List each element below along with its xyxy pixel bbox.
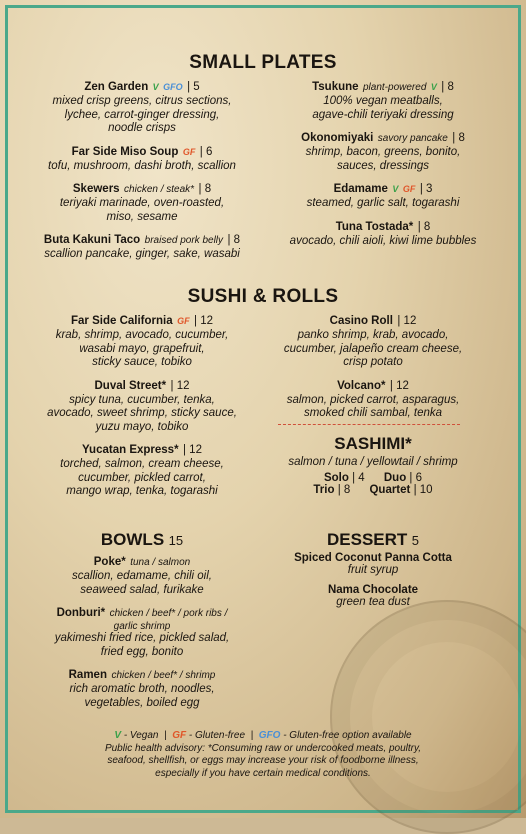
desc-line: noodle crisps <box>108 122 176 134</box>
size-name: Quartet <box>369 483 411 496</box>
item-description <box>268 95 498 122</box>
sashimi-divider <box>278 424 460 425</box>
sashimi-fish-list: salmon / tuna / yellowtail / shrimp <box>288 456 458 468</box>
small-plates-heading: SMALL PLATES <box>189 52 337 73</box>
desc-line: mango wrap, tenka, togarashi <box>66 485 218 497</box>
sushi-left-column <box>22 311 262 505</box>
item-description <box>22 95 262 136</box>
item-name: Ramen <box>68 669 107 681</box>
item-description <box>22 632 262 659</box>
size-name: Duo <box>383 471 407 484</box>
size-price: | 8 <box>337 483 351 496</box>
desc-line: sauces, dressings <box>336 159 430 172</box>
health-advisory <box>40 743 486 781</box>
desc-line: yakimeshi fried rice, pickled salad, <box>54 632 230 644</box>
item-description <box>22 197 262 224</box>
menu-item <box>268 311 478 370</box>
size-price: | 4 <box>352 471 365 484</box>
legend-text: - Gluten-free <box>188 730 246 741</box>
item-variant: savory pancake <box>377 133 448 144</box>
footer <box>40 730 486 780</box>
item-variant: chicken / steak* <box>124 184 195 195</box>
legend-separator: | <box>250 730 254 741</box>
desc-line: cucumber, jalapeño cream cheese, <box>283 342 463 355</box>
item-price: | 8 <box>452 132 465 144</box>
legend-text: - Vegan <box>123 730 159 741</box>
desc-line: vegetables, boiled egg <box>84 696 200 709</box>
item-description <box>22 570 262 597</box>
item-name: Buta Kakuni Taco <box>43 234 141 246</box>
item-description <box>22 329 262 370</box>
size-name: Trio <box>313 483 335 496</box>
item-description <box>268 197 498 211</box>
sushi-right-column <box>268 311 478 427</box>
desc-line: steamed, garlic salt, togarashi <box>306 197 460 209</box>
menu-item <box>268 77 498 122</box>
vegan-tag: V <box>114 730 122 741</box>
desc-line: spicy tuna, cucumber, tenka, <box>69 393 215 406</box>
item-name: Duval Street* <box>94 379 167 392</box>
menu-item <box>268 376 478 421</box>
small-plates-right-column <box>268 77 498 254</box>
vegan-tag: V <box>392 184 399 194</box>
size-name: Solo <box>323 471 349 484</box>
item-name: Nama Chocolate <box>327 583 419 596</box>
desc-line: panko shrimp, krab, avocado, <box>297 329 449 341</box>
dessert-header <box>268 530 478 550</box>
item-description <box>22 394 262 435</box>
item-price: | 12 <box>397 315 417 327</box>
item-description <box>22 458 262 499</box>
item-name: Okonomiyaki <box>301 132 374 144</box>
item-name: Donburi* <box>56 607 106 619</box>
menu-item <box>268 179 498 211</box>
item-variant: braised pork belly <box>144 235 224 246</box>
item-price: | 5 <box>187 81 200 93</box>
item-price: | 12 <box>389 379 409 392</box>
bowls-heading: BOWLS <box>100 530 165 549</box>
item-description: green tea dust <box>336 595 410 608</box>
sushi-rolls-heading: SUSHI & ROLLS <box>187 286 339 307</box>
item-description <box>22 248 262 262</box>
desc-line: scallion pancake, ginger, sake, wasabi <box>44 248 240 260</box>
menu-item <box>268 128 498 173</box>
menu-item <box>22 552 262 597</box>
advisory-line: especially if you have certain medical conditions. <box>155 767 371 779</box>
item-variant: chicken / beef* / pork ribs / <box>109 608 228 619</box>
desc-line: sticky sauce, tobiko <box>92 356 192 368</box>
menu-item <box>22 142 262 174</box>
desc-line: wasabi mayo, grapefruit, <box>79 342 205 355</box>
sashimi-section <box>268 434 478 496</box>
item-variant: chicken / beef* / shrimp <box>111 670 216 681</box>
menu-item <box>22 230 262 262</box>
item-description <box>268 146 498 173</box>
desc-line: tofu, mushroom, dashi broth, scallion <box>48 159 236 172</box>
item-description <box>268 394 478 421</box>
item-name: Spiced Coconut Panna Cotta <box>294 552 452 564</box>
desc-line: smoked chili sambal, tenka <box>303 407 443 419</box>
desc-line: krab, shrimp, avocado, cucumber, <box>55 329 229 341</box>
item-variant: plant-powered <box>363 82 427 93</box>
sashimi-sizes-row-2 <box>268 484 478 496</box>
size-price: | 10 <box>413 483 433 496</box>
sashimi-sizes-row-1 <box>268 472 478 484</box>
menu-item <box>268 217 498 249</box>
item-name: Yucatan Express* <box>82 444 179 456</box>
dessert-price: 5 <box>411 533 419 548</box>
item-description <box>268 235 498 249</box>
menu-item <box>22 376 262 435</box>
menu-item <box>22 440 262 499</box>
desc-line: rich aromatic broth, noodles, <box>69 683 215 695</box>
item-name: Casino Roll <box>329 315 393 327</box>
item-description: fruit syrup <box>347 564 399 576</box>
desc-line: teriyaki marinade, oven-roasted, <box>59 197 225 209</box>
desc-line: seaweed salad, furikake <box>80 583 204 596</box>
desc-line: miso, sesame <box>106 210 178 223</box>
size-price: | 6 <box>409 471 422 484</box>
desc-line: agave-chili teriyaki dressing <box>312 108 454 121</box>
menu-item <box>22 311 262 370</box>
item-price: | 8 <box>198 183 212 195</box>
desc-line: salmon, picked carrot, asparagus, <box>286 393 460 406</box>
item-price: | 6 <box>199 145 213 158</box>
bowls-section <box>22 530 262 716</box>
item-variant-cont: garlic shrimp <box>113 621 171 632</box>
item-price: | 8 <box>417 220 431 233</box>
bowls-header <box>22 530 262 550</box>
sashimi-heading: SASHIMI* <box>334 434 412 453</box>
desc-line: yuzu mayo, tobiko <box>95 420 189 433</box>
menu-item <box>268 552 478 578</box>
advisory-line: seafood, shellfish, or eggs may increase your risk of foodborne illness, <box>107 755 419 766</box>
dietary-legend <box>40 730 486 743</box>
menu-item <box>22 665 262 710</box>
desc-line: torched, salmon, cream cheese, <box>60 458 224 470</box>
vegan-tag: V <box>430 82 437 92</box>
item-description <box>22 683 262 710</box>
item-description <box>22 160 262 174</box>
desc-line: cucumber, pickled carrot, <box>78 471 206 484</box>
dessert-heading: DESSERT <box>327 530 408 549</box>
gluten-free-option-tag: GFO <box>258 730 281 741</box>
item-name: Volcano* <box>337 379 386 392</box>
desc-line: mixed crisp greens, citrus sections, <box>52 95 232 107</box>
legend-separator: | <box>164 730 167 741</box>
menu-item <box>22 603 262 659</box>
bowls-price: 15 <box>168 533 184 548</box>
item-description <box>268 329 478 370</box>
item-name: Far Side Miso Soup <box>71 145 179 158</box>
dessert-section <box>268 530 478 615</box>
legend-text: - Gluten-free option available <box>283 730 412 741</box>
menu-item <box>22 77 262 136</box>
item-price: | 3 <box>419 183 433 195</box>
item-price: | 8 <box>227 234 241 246</box>
item-variant: tuna / salmon <box>130 557 191 568</box>
desc-line: shrimp, bacon, greens, bonito, <box>305 146 461 158</box>
item-name: Poke* <box>93 556 126 568</box>
gluten-free-tag: GF <box>172 730 187 741</box>
desc-line: avocado, chili aioli, kiwi lime bubbles <box>289 234 477 247</box>
vegan-tag: V <box>152 82 159 92</box>
small-plates-left-column <box>22 77 262 268</box>
desc-line: 100% vegan meatballs, <box>323 95 443 107</box>
item-price: | 12 <box>170 379 190 392</box>
desc-line: avocado, sweet shrimp, sticky sauce, <box>47 407 237 419</box>
item-name: Tsukune <box>312 81 359 93</box>
gluten-free-tag: GF <box>182 146 196 157</box>
desc-line: crisp potato <box>343 356 403 368</box>
item-price: | 12 <box>183 444 202 456</box>
item-name: Edamame <box>333 183 388 195</box>
advisory-line: Public health advisory: *Consuming raw or undercooked meats, poultry, <box>104 742 422 754</box>
gluten-free-tag: GF <box>402 184 416 194</box>
gluten-free-tag: GF <box>177 316 190 326</box>
desc-line: scallion, edamame, chili oil, <box>72 570 212 582</box>
menu-item <box>22 179 262 224</box>
item-price: | 12 <box>194 315 213 327</box>
item-name: Zen Garden <box>84 81 149 93</box>
item-name: Skewers <box>72 183 120 195</box>
item-name: Tuna Tostada* <box>335 220 414 233</box>
item-name: Far Side California <box>71 315 173 327</box>
desc-line: fried egg, bonito <box>100 645 184 658</box>
menu-item <box>268 584 478 610</box>
desc-line: lychee, carrot-ginger dressing, <box>64 108 220 121</box>
item-price: | 8 <box>441 81 454 93</box>
gluten-free-option-tag: GFO <box>163 82 183 92</box>
